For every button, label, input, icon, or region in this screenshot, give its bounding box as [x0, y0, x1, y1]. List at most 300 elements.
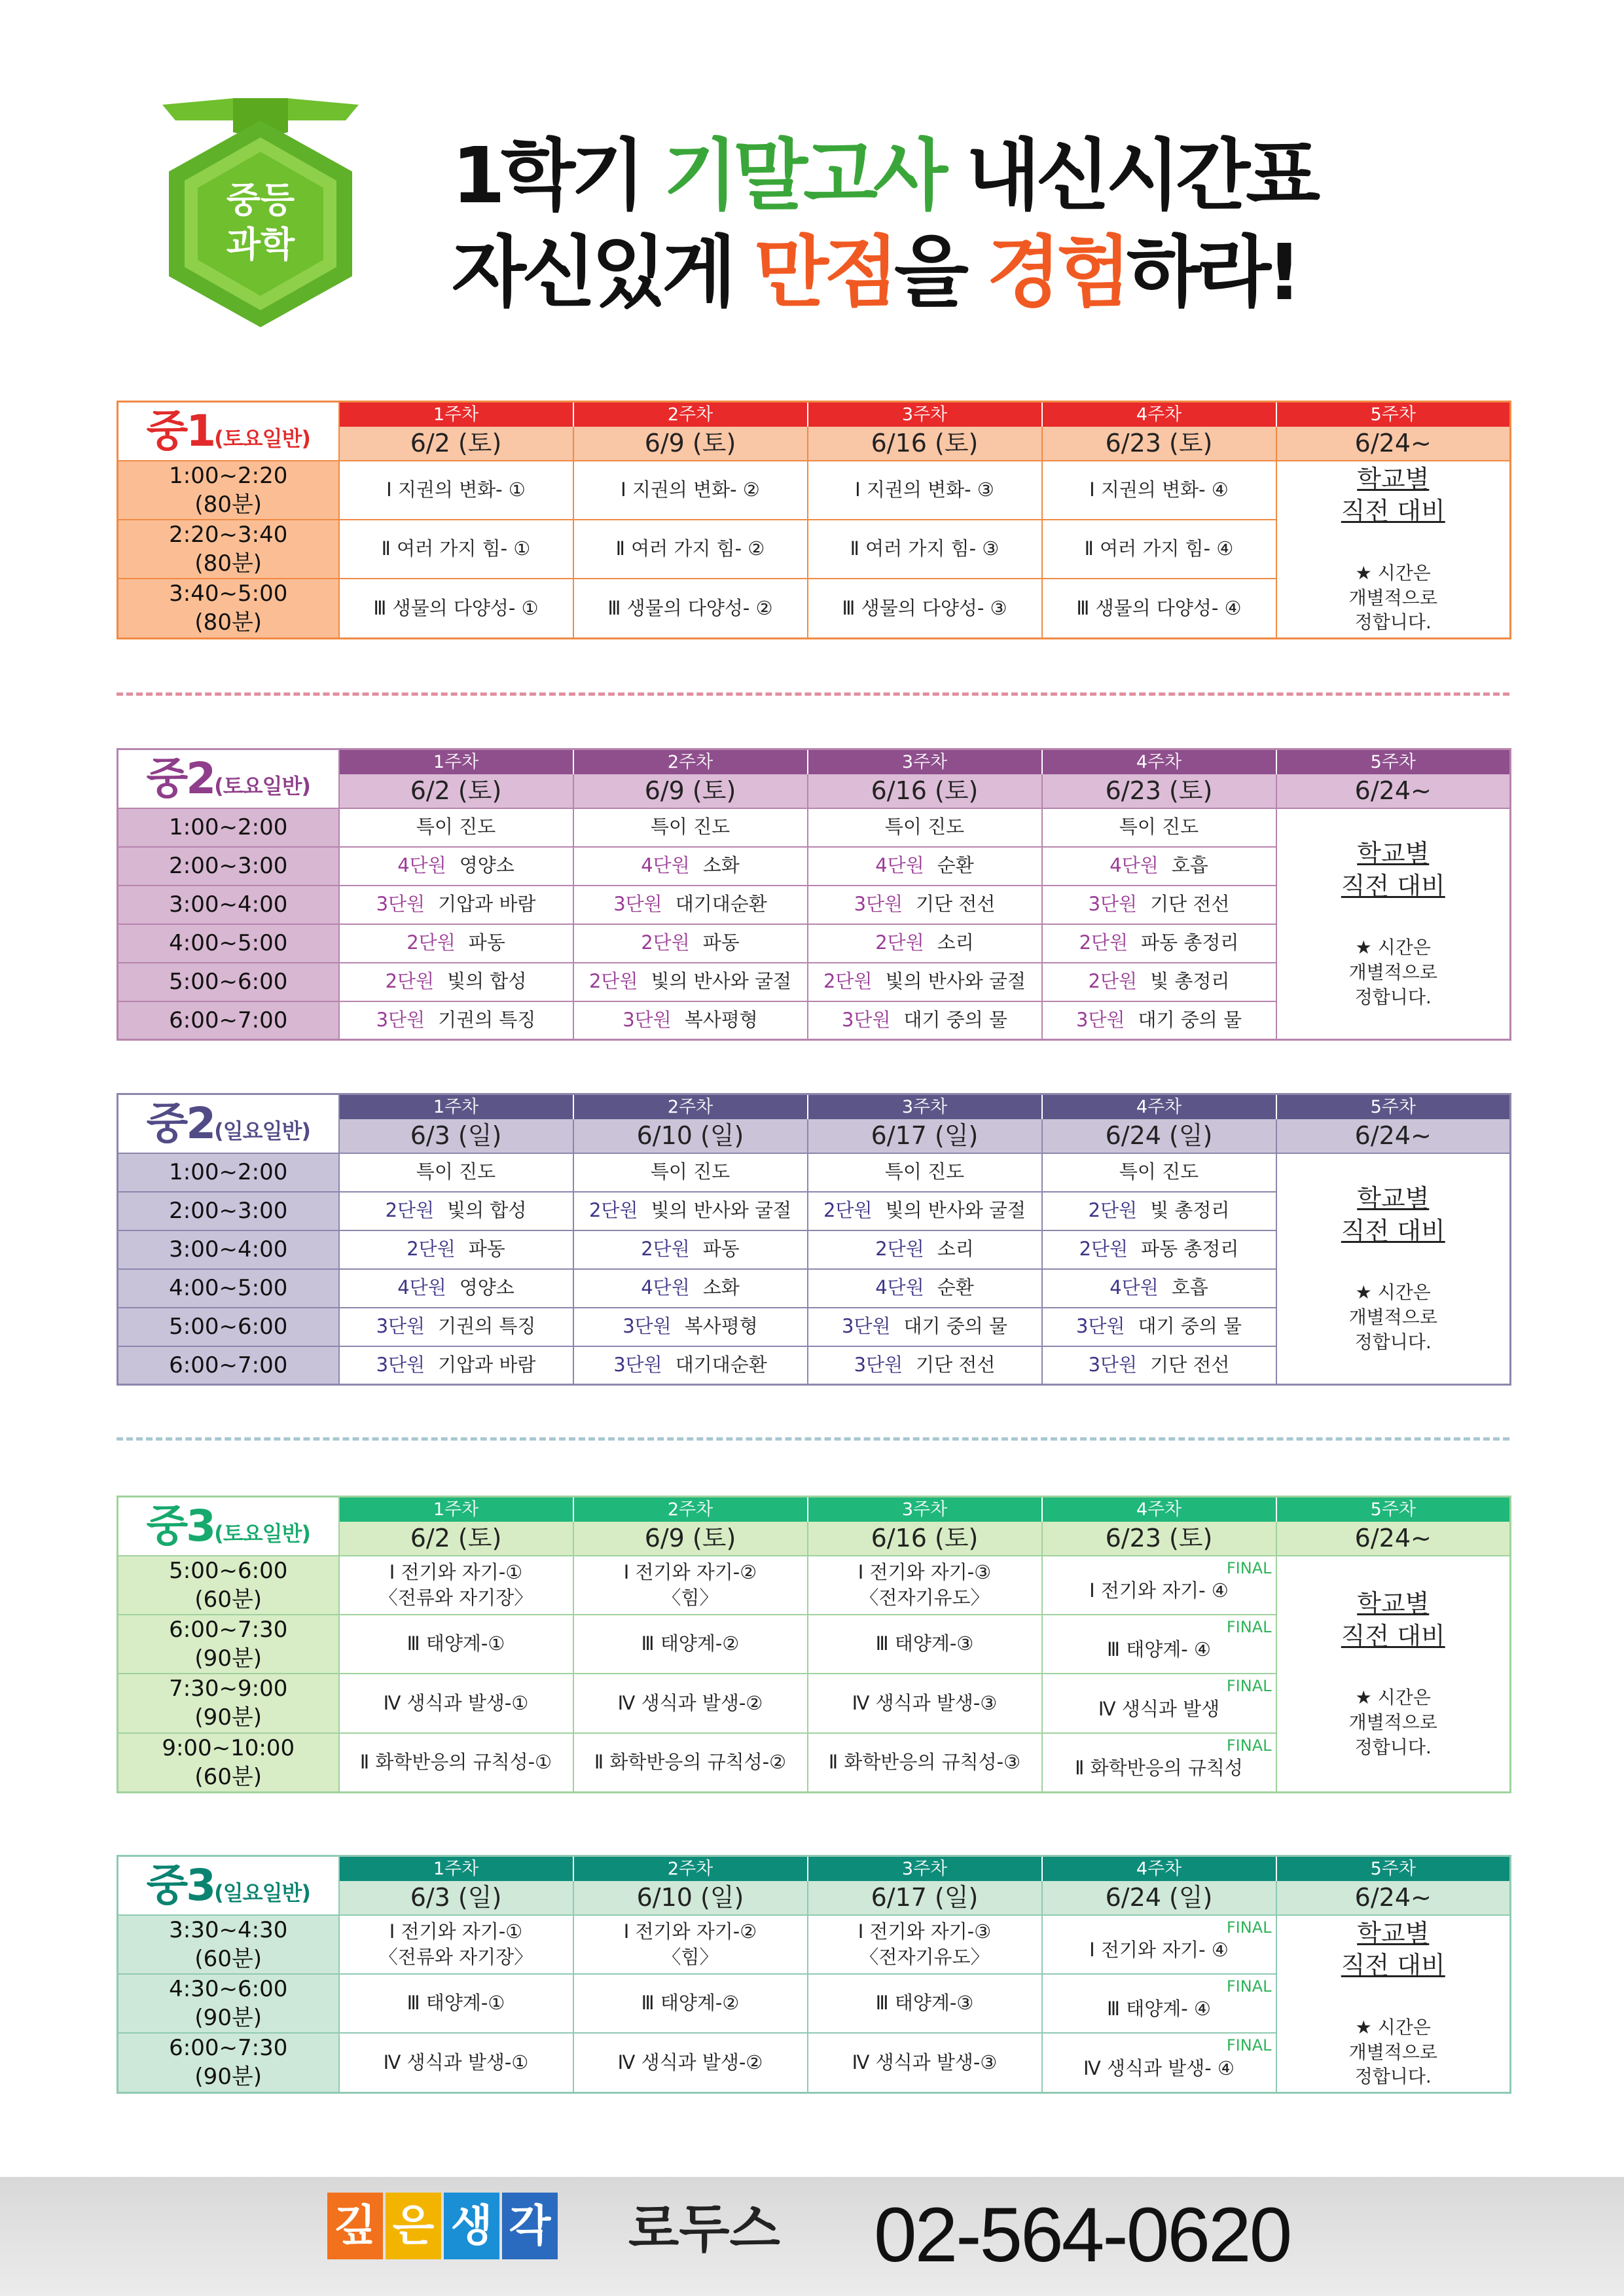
topic-text: Ⅰ 지권의 변화- ②: [621, 478, 760, 501]
note-line: 개별적으로: [1348, 961, 1437, 983]
unit-label: 2단원: [385, 970, 435, 993]
note-line: ★ 시간은: [1355, 1686, 1431, 1708]
unit-label: 2단원: [1088, 1199, 1138, 1222]
time-text: (60분): [194, 1763, 262, 1790]
topic-text: Ⅲ 태양계-①: [406, 1992, 505, 2015]
time-slot: [118, 1674, 339, 1732]
week-header: 3주차: [808, 1856, 1042, 1881]
date-header: 6/9 (토): [573, 427, 808, 461]
class-cell: [573, 1674, 808, 1732]
week5-cell: [1276, 808, 1511, 1040]
time-text: 3:00~4:00: [169, 891, 288, 918]
unit-label: 3단원: [623, 1009, 672, 1031]
unit-label: 3단원: [623, 1315, 672, 1338]
date-header: 6/17 (일): [808, 1881, 1042, 1915]
class-cell: [573, 1192, 808, 1230]
topic-text: 파동 총정리: [1141, 1238, 1239, 1261]
date-header: 6/24~: [1276, 774, 1511, 808]
topic-text: 빛 총정리: [1150, 970, 1230, 993]
class-cell: [573, 520, 808, 579]
class-cell: [808, 579, 1042, 638]
time-text: 2:20~3:40: [169, 521, 288, 548]
logo-block: 생: [444, 2193, 499, 2259]
note-line: 개별적으로: [1348, 2041, 1437, 2063]
week-header: 4주차: [1042, 1094, 1276, 1119]
topic-text: 대기 중의 물: [903, 1315, 1007, 1338]
topic-text: 대기 중의 물: [1138, 1315, 1242, 1338]
topic-text: 기권의 특징: [438, 1315, 536, 1338]
time-slot: [118, 1974, 339, 2033]
class-cell: [573, 1230, 808, 1269]
class-cell: [808, 847, 1042, 886]
class-cell: [1042, 1733, 1276, 1793]
time-text: 1:00~2:00: [169, 1158, 288, 1185]
topic-text: 파동: [702, 1238, 740, 1261]
time-slot: [118, 808, 339, 847]
topic-text: Ⅳ 생식과 발생- ④: [1083, 2056, 1235, 2079]
time-text: 2:00~3:00: [169, 1197, 288, 1224]
class-cell: [339, 1308, 573, 1346]
unit-label: 4단원: [875, 854, 924, 877]
class-cell: [808, 461, 1042, 520]
date-header: 6/24 (일): [1042, 1119, 1276, 1153]
final-tag: FINAL: [1226, 1736, 1272, 1755]
topic-subtext: 〈힘〉: [662, 1586, 719, 1609]
week-header: 4주차: [1042, 402, 1276, 427]
time-text: (60분): [194, 1586, 262, 1613]
unit-label: 3단원: [376, 1009, 425, 1031]
topic-text: Ⅲ 태양계- ④: [1107, 1638, 1211, 1661]
week-header: 5주차: [1276, 1856, 1511, 1881]
topic-text: 파동: [468, 931, 505, 954]
time-slot: [118, 1915, 339, 1974]
time-slot: [118, 1615, 339, 1674]
class-cell: [1042, 847, 1276, 886]
headline-line1: 1학기 기말고사 내신시간표: [452, 130, 1316, 221]
topic-text: 기권의 특징: [438, 1009, 536, 1031]
date-header: 6/23 (토): [1042, 1522, 1276, 1556]
topic-subtext: 〈힘〉: [662, 1945, 719, 1968]
topic-text: 특이 진도: [416, 816, 496, 838]
class-cell: [808, 808, 1042, 847]
class-cell: [339, 1346, 573, 1385]
topic-text: 특이 진도: [1119, 1160, 1199, 1183]
class-cell: [573, 1556, 808, 1615]
unit-label: 3단원: [842, 1009, 891, 1031]
class-cell: [808, 520, 1042, 579]
date-header: 6/3 (일): [339, 1119, 573, 1153]
class-cell: [573, 924, 808, 963]
class-cell: [339, 1001, 573, 1040]
week-header: 3주차: [808, 1094, 1042, 1119]
topic-text: 빛의 합성: [447, 970, 527, 993]
unit-label: 3단원: [613, 1354, 662, 1376]
time-text: 4:00~5:00: [169, 929, 288, 956]
date-header: 6/17 (일): [808, 1119, 1042, 1153]
class-cell: [339, 963, 573, 1001]
topic-text: Ⅰ 전기와 자기-③: [857, 1920, 992, 1943]
week5-title: 학교별: [1357, 839, 1430, 869]
class-cell: [808, 1615, 1042, 1674]
week-header: 5주차: [1276, 402, 1511, 427]
topic-text: Ⅲ 태양계- ④: [1107, 1998, 1211, 2020]
class-cell: [1042, 963, 1276, 1001]
topic-text: 특이 진도: [416, 1160, 496, 1183]
divider-1: [117, 692, 1509, 696]
time-text: 6:00~7:30: [169, 1616, 288, 1643]
date-header: 6/2 (토): [339, 1522, 573, 1556]
footer: [0, 2177, 1624, 2296]
class-cell: [808, 963, 1042, 1001]
class-cell: [573, 1308, 808, 1346]
week-header: 1주차: [339, 402, 573, 427]
date-header: 6/16 (토): [808, 1522, 1042, 1556]
date-header: 6/2 (토): [339, 427, 573, 461]
unit-label: 2단원: [385, 1199, 435, 1222]
subject-badge: [149, 86, 372, 335]
topic-text: Ⅱ 여러 가지 힘- ①: [381, 537, 531, 560]
note-line: ★ 시간은: [1355, 1281, 1431, 1303]
time-text: (80분): [194, 550, 262, 577]
unit-label: 4단원: [875, 1276, 924, 1299]
class-cell: [1042, 1001, 1276, 1040]
topic-text: Ⅰ 전기와 자기-①: [389, 1560, 523, 1583]
class-cell: [573, 1269, 808, 1308]
academy-logo: [327, 2193, 560, 2259]
topic-text: Ⅳ 생식과 발생-①: [383, 2051, 529, 2073]
unit-label: 2단원: [875, 931, 924, 954]
week5-note: [1277, 1685, 1510, 1759]
topic-text: Ⅰ 지권의 변화- ④: [1089, 478, 1229, 501]
topic-text: 호흡: [1171, 854, 1208, 877]
class-cell: [1042, 2033, 1276, 2092]
week5-cell: [1276, 1556, 1511, 1793]
class-cell: [808, 1974, 1042, 2033]
topic-text: Ⅰ 전기와 자기-②: [623, 1920, 757, 1943]
time-text: 9:00~10:00: [162, 1734, 295, 1761]
topic-text: 기단 전선: [916, 1354, 996, 1376]
class-cell: [808, 1556, 1042, 1615]
phone-number: 02-564-0620: [874, 2192, 1291, 2278]
unit-label: 2단원: [1088, 970, 1138, 993]
class-cell: [573, 461, 808, 520]
class-cell: [1042, 1192, 1276, 1230]
class-cell: [1042, 886, 1276, 924]
class-cell: [1042, 520, 1276, 579]
class-cell: [808, 1269, 1042, 1308]
badge-line2: 과학: [226, 224, 295, 265]
week5-note: [1277, 2015, 1510, 2089]
class-cell: [339, 1615, 573, 1674]
topic-text: Ⅱ 화학반응의 규칙성-③: [828, 1751, 1021, 1774]
class-cell: [339, 1733, 573, 1793]
class-cell: [1042, 1308, 1276, 1346]
class-cell: [573, 808, 808, 847]
unit-label: 2단원: [641, 1238, 690, 1261]
topic-text: 빛의 반사와 굴절: [651, 1199, 792, 1222]
class-cell: [1042, 1269, 1276, 1308]
topic-text: 대기 중의 물: [1138, 1009, 1242, 1031]
class-cell: [573, 847, 808, 886]
unit-label: 3단원: [613, 893, 662, 916]
date-header: 6/24~: [1276, 1119, 1511, 1153]
note-line: 정합니다.: [1354, 2066, 1432, 2088]
class-cell: [339, 1269, 573, 1308]
date-header: 6/16 (토): [808, 427, 1042, 461]
week5-title: 학교별: [1357, 464, 1430, 493]
time-text: 1:00~2:20: [169, 462, 288, 489]
topic-text: Ⅲ 태양계-③: [875, 1992, 974, 2015]
unit-label: 2단원: [1079, 931, 1128, 954]
final-tag: FINAL: [1226, 1558, 1272, 1577]
schedule-table-m3s: [117, 1496, 1511, 1793]
topic-text: 특이 진도: [650, 1160, 731, 1183]
topic-text: 빛의 합성: [447, 1199, 527, 1222]
topic-text: 기단 전선: [1150, 1354, 1230, 1376]
time-text: 7:30~9:00: [169, 1676, 288, 1702]
class-cell: [1042, 1674, 1276, 1732]
week-header: 1주차: [339, 1094, 573, 1119]
unit-label: 2단원: [588, 1199, 638, 1222]
week-header: 3주차: [808, 749, 1042, 774]
final-tag: FINAL: [1226, 2036, 1272, 2055]
topic-text: 빛의 반사와 굴절: [885, 1199, 1026, 1222]
time-text: 6:00~7:00: [169, 1007, 288, 1033]
topic-text: Ⅳ 생식과 발생-②: [617, 1691, 763, 1714]
class-cell: [339, 1674, 573, 1732]
unit-label: 4단원: [641, 1276, 690, 1299]
topic-text: 빛의 반사와 굴절: [885, 970, 1026, 993]
class-cell: [1042, 579, 1276, 638]
class-cell: [808, 886, 1042, 924]
topic-text: Ⅲ 생물의 다양성- ①: [373, 596, 539, 619]
class-cell: [339, 886, 573, 924]
time-text: (80분): [194, 491, 262, 518]
unit-label: 3단원: [376, 893, 425, 916]
grade-label: 중1(토요일반): [118, 402, 339, 461]
class-cell: [339, 461, 573, 520]
unit-label: 4단원: [1110, 1276, 1159, 1299]
schedule-table-m1: [117, 401, 1511, 639]
time-slot: [118, 2033, 339, 2092]
topic-text: Ⅱ 화학반응의 규칙성-②: [594, 1751, 787, 1774]
topic-text: 기단 전선: [1150, 893, 1230, 916]
class-cell: [573, 579, 808, 638]
class-cell: [339, 520, 573, 579]
date-header: 6/24~: [1276, 427, 1511, 461]
topic-text: Ⅲ 태양계-③: [875, 1632, 974, 1655]
final-tag: FINAL: [1226, 1977, 1272, 1996]
topic-text: 소리: [937, 1238, 974, 1261]
topic-text: 영양소: [459, 1276, 514, 1299]
logo-block: 깊: [327, 2193, 383, 2259]
brand-name: 로두스: [628, 2198, 780, 2259]
time-text: (90분): [194, 1645, 262, 1672]
date-header: 6/24~: [1276, 1522, 1511, 1556]
time-slot: [118, 1269, 339, 1308]
week-header: 2주차: [573, 1094, 808, 1119]
topic-text: Ⅱ 화학반응의 규칙성: [1075, 1757, 1243, 1780]
time-slot: [118, 924, 339, 963]
unit-label: 3단원: [1088, 893, 1138, 916]
class-cell: [808, 1733, 1042, 1793]
week-header: 4주차: [1042, 1856, 1276, 1881]
schedule-table-m2s: [117, 748, 1511, 1041]
time-text: 6:00~7:30: [169, 2035, 288, 2062]
topic-text: Ⅲ 태양계-①: [406, 1632, 505, 1655]
class-cell: [1042, 1974, 1276, 2033]
class-cell: [808, 1230, 1042, 1269]
time-text: 3:30~4:30: [169, 1916, 288, 1943]
date-header: 6/2 (토): [339, 774, 573, 808]
week-header: 1주차: [339, 1497, 573, 1522]
unit-label: 2단원: [1079, 1238, 1128, 1261]
date-header: 6/10 (일): [573, 1119, 808, 1153]
grade-label: 중3(토요일반): [118, 1497, 339, 1556]
class-cell: [339, 1230, 573, 1269]
headline-line2: 자신있게 만점을 경험하라!: [452, 226, 1297, 317]
topic-text: Ⅰ 전기와 자기-③: [857, 1560, 992, 1583]
note-line: ★ 시간은: [1355, 562, 1431, 584]
topic-text: 빛의 반사와 굴절: [651, 970, 792, 993]
unit-label: 2단원: [823, 1199, 873, 1222]
topic-text: Ⅱ 여러 가지 힘- ③: [850, 537, 1000, 560]
unit-label: 2단원: [588, 970, 638, 993]
logo-block: 각: [502, 2193, 558, 2259]
topic-text: Ⅳ 생식과 발생-①: [383, 1691, 529, 1714]
date-header: 6/9 (토): [573, 1522, 808, 1556]
class-cell: [573, 963, 808, 1001]
time-text: (60분): [194, 1945, 262, 1972]
time-slot: [118, 520, 339, 579]
unit-label: 3단원: [842, 1315, 891, 1338]
topic-text: 파동 총정리: [1141, 931, 1239, 954]
week5-cell: [1276, 461, 1511, 639]
topic-text: Ⅳ 생식과 발생-③: [852, 2051, 998, 2073]
unit-label: 3단원: [376, 1315, 425, 1338]
time-slot: [118, 1192, 339, 1230]
class-cell: [573, 2033, 808, 2092]
week5-cell: [1276, 1915, 1511, 2093]
topic-text: 영양소: [459, 854, 514, 877]
topic-text: Ⅲ 태양계-②: [641, 1632, 740, 1655]
class-cell: [339, 1974, 573, 2033]
unit-label: 4단원: [397, 854, 446, 877]
topic-text: 특이 진도: [1119, 816, 1199, 838]
unit-label: 2단원: [406, 1238, 456, 1261]
class-cell: [573, 1153, 808, 1192]
note-line: ★ 시간은: [1355, 936, 1431, 958]
topic-text: 대기 중의 물: [903, 1009, 1007, 1031]
note-line: 정합니다.: [1354, 1736, 1432, 1758]
divider-2: [117, 1437, 1509, 1441]
schedule-table-m2u: [117, 1093, 1511, 1386]
time-text: 5:00~6:00: [169, 1557, 288, 1584]
time-slot: [118, 847, 339, 886]
class-cell: [1042, 808, 1276, 847]
time-slot: [118, 1733, 339, 1793]
date-header: 6/23 (토): [1042, 774, 1276, 808]
class-cell: [339, 1915, 573, 1974]
topic-subtext: 〈전자기유도〉: [859, 1945, 990, 1968]
note-line: 정합니다.: [1354, 1331, 1432, 1353]
final-tag: FINAL: [1226, 1677, 1272, 1696]
time-text: (80분): [194, 609, 262, 636]
note-line: ★ 시간은: [1355, 2016, 1431, 2038]
date-header: 6/24~: [1276, 1881, 1511, 1915]
topic-text: 순환: [937, 854, 974, 877]
class-cell: [339, 924, 573, 963]
time-slot: [118, 1556, 339, 1615]
week5-title: 직전 대비: [1341, 1216, 1445, 1246]
time-text: (90분): [194, 2064, 262, 2090]
week-header: 4주차: [1042, 1497, 1276, 1522]
time-text: (90분): [194, 2005, 262, 2032]
date-header: 6/9 (토): [573, 774, 808, 808]
week-header: 3주차: [808, 402, 1042, 427]
final-tag: FINAL: [1226, 1617, 1272, 1636]
topic-text: 빛 총정리: [1150, 1199, 1230, 1222]
date-header: 6/24 (일): [1042, 1881, 1276, 1915]
schedule-table-m3u: [117, 1855, 1511, 2094]
class-cell: [1042, 1346, 1276, 1385]
class-cell: [339, 1556, 573, 1615]
class-cell: [808, 2033, 1042, 2092]
topic-text: 소리: [937, 931, 974, 954]
week-header: 3주차: [808, 1497, 1042, 1522]
class-cell: [1042, 1615, 1276, 1674]
topic-text: Ⅰ 지권의 변화- ③: [855, 478, 994, 501]
time-text: 5:00~6:00: [169, 1313, 288, 1340]
topic-text: Ⅲ 태양계-②: [641, 1992, 740, 2015]
unit-label: 3단원: [376, 1354, 425, 1376]
date-header: 6/10 (일): [573, 1881, 808, 1915]
headline: [452, 128, 1499, 321]
week5-title: 직전 대비: [1341, 1621, 1445, 1651]
time-slot: [118, 1308, 339, 1346]
week-header: 5주차: [1276, 1094, 1511, 1119]
week-header: 1주차: [339, 1856, 573, 1881]
topic-text: Ⅱ 여러 가지 힘- ④: [1084, 537, 1234, 560]
unit-label: 3단원: [1088, 1354, 1138, 1376]
week-header: 2주차: [573, 749, 808, 774]
class-cell: [1042, 461, 1276, 520]
time-slot: [118, 1346, 339, 1385]
week-header: 1주차: [339, 749, 573, 774]
class-cell: [808, 1915, 1042, 1974]
week-header: 5주차: [1276, 1497, 1511, 1522]
topic-text: 기압과 바람: [438, 1354, 536, 1376]
topic-text: 기단 전선: [916, 893, 996, 916]
time-slot: [118, 461, 339, 520]
topic-text: 기압과 바람: [438, 893, 536, 916]
topic-text: Ⅱ 화학반응의 규칙성-①: [359, 1751, 552, 1774]
class-cell: [573, 1733, 808, 1793]
topic-text: Ⅰ 지권의 변화- ①: [386, 478, 526, 501]
time-text: 6:00~7:00: [169, 1352, 288, 1378]
topic-text: Ⅰ 전기와 자기-①: [389, 1920, 523, 1943]
class-cell: [339, 847, 573, 886]
topic-text: 파동: [702, 931, 740, 954]
class-cell: [808, 1346, 1042, 1385]
week5-title: 직전 대비: [1341, 1951, 1445, 1981]
logo-block: 은: [386, 2193, 441, 2259]
topic-text: 복사평형: [684, 1315, 758, 1338]
unit-label: 2단원: [641, 931, 690, 954]
time-slot: [118, 1153, 339, 1192]
week-header: 2주차: [573, 1497, 808, 1522]
topic-subtext: 〈전자기유도〉: [859, 1586, 990, 1609]
